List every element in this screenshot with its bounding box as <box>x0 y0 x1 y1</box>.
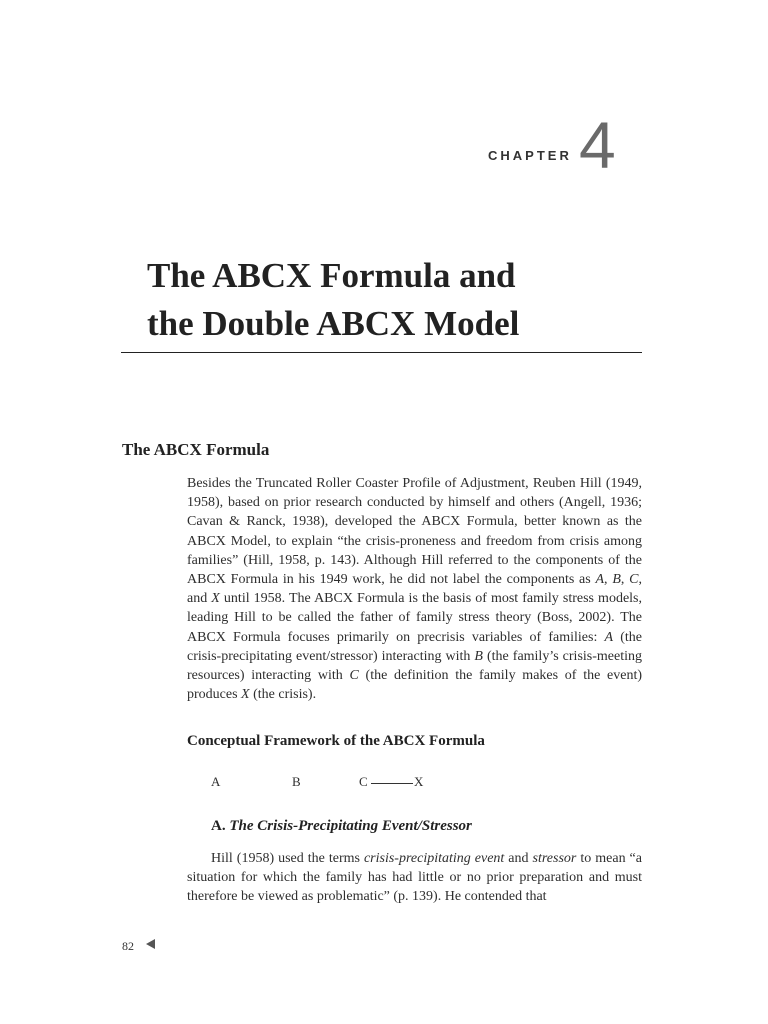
text-run: (the family’s crisis-meeting resources) interacting with <box>187 648 642 684</box>
italic-run: C <box>349 668 359 684</box>
text-run: and <box>504 851 533 866</box>
chapter-title-line-2: the Double ABCX Model <box>147 304 520 343</box>
subsubsection-prefix: A. <box>211 818 230 834</box>
framework-label-a: A <box>211 774 221 789</box>
text-run: , and <box>187 572 643 607</box>
italic-run: X <box>211 591 220 607</box>
chapter-title-line-1: The ABCX Formula and <box>147 256 516 295</box>
framework-label-b: B <box>292 774 301 789</box>
text-run: (the definition the family makes of the event) produces <box>187 668 643 703</box>
text-run: , <box>604 572 613 588</box>
section-heading: The ABCX Formula <box>122 440 270 459</box>
body-paragraph-2 <box>187 849 642 907</box>
body-paragraph-1 <box>187 474 642 704</box>
italic-run: A <box>595 572 605 588</box>
text-run: to mean “a situation for which the family has had little or no prior preparation and must therefore be viewed as problematic” (p. 139). He contended that <box>187 851 642 905</box>
chapter-number: 4 <box>579 108 616 182</box>
subsubsection-title: The Crisis-Precipitating Event/Stressor <box>229 818 472 834</box>
subsubsection-heading <box>211 818 472 835</box>
text-run: until 1958. The ABCX Formula is the basis of most family stress models, leading Hill to be called the father of family stress theory (Boss, 2002). The ABCX Formula focuses primarily on precrisis variables of families: <box>187 591 642 645</box>
italic-run: crisis-precipitating event <box>363 851 505 866</box>
italic-run: stressor <box>532 851 577 866</box>
text-run: (the crisis). <box>249 687 317 703</box>
text-run: Hill (1958) used the terms <box>211 851 364 866</box>
italic-run: B <box>474 648 483 664</box>
italic-run: X <box>241 687 250 703</box>
framework-label-c: C <box>359 774 368 789</box>
italic-run: C <box>629 572 639 588</box>
chapter-label: CHAPTER <box>488 148 572 163</box>
framework-label-x: X <box>414 774 424 789</box>
italic-run: B <box>612 572 621 588</box>
text-run: , <box>620 572 630 588</box>
italic-run: A <box>604 629 614 645</box>
framework-connector-line <box>371 783 413 784</box>
page-number: 82 <box>122 939 134 953</box>
chapter-title <box>147 252 519 348</box>
title-rule <box>121 352 642 353</box>
text-run: Besides the Truncated Roller Coaster Profile of Adjustment, Reuben Hill (1949, 1958), based on prior research conducted by himself and others (Angell, 1936; Cavan & Ranck, 1938), developed the ABCX Formula, better known as the ABCX Model, to explain “the crisis-proneness and freedom from crisis among families” (Hill, 1958, p. 143). Although Hill referred to the components of the ABCX Formula in his 1949 work, he did not label the components as <box>187 476 642 588</box>
text-run: (the crisis-precipitating event/stressor) interacting with <box>187 629 643 664</box>
left-triangle-icon <box>146 939 155 949</box>
subsection-heading: Conceptual Framework of the ABCX Formula <box>187 733 485 749</box>
